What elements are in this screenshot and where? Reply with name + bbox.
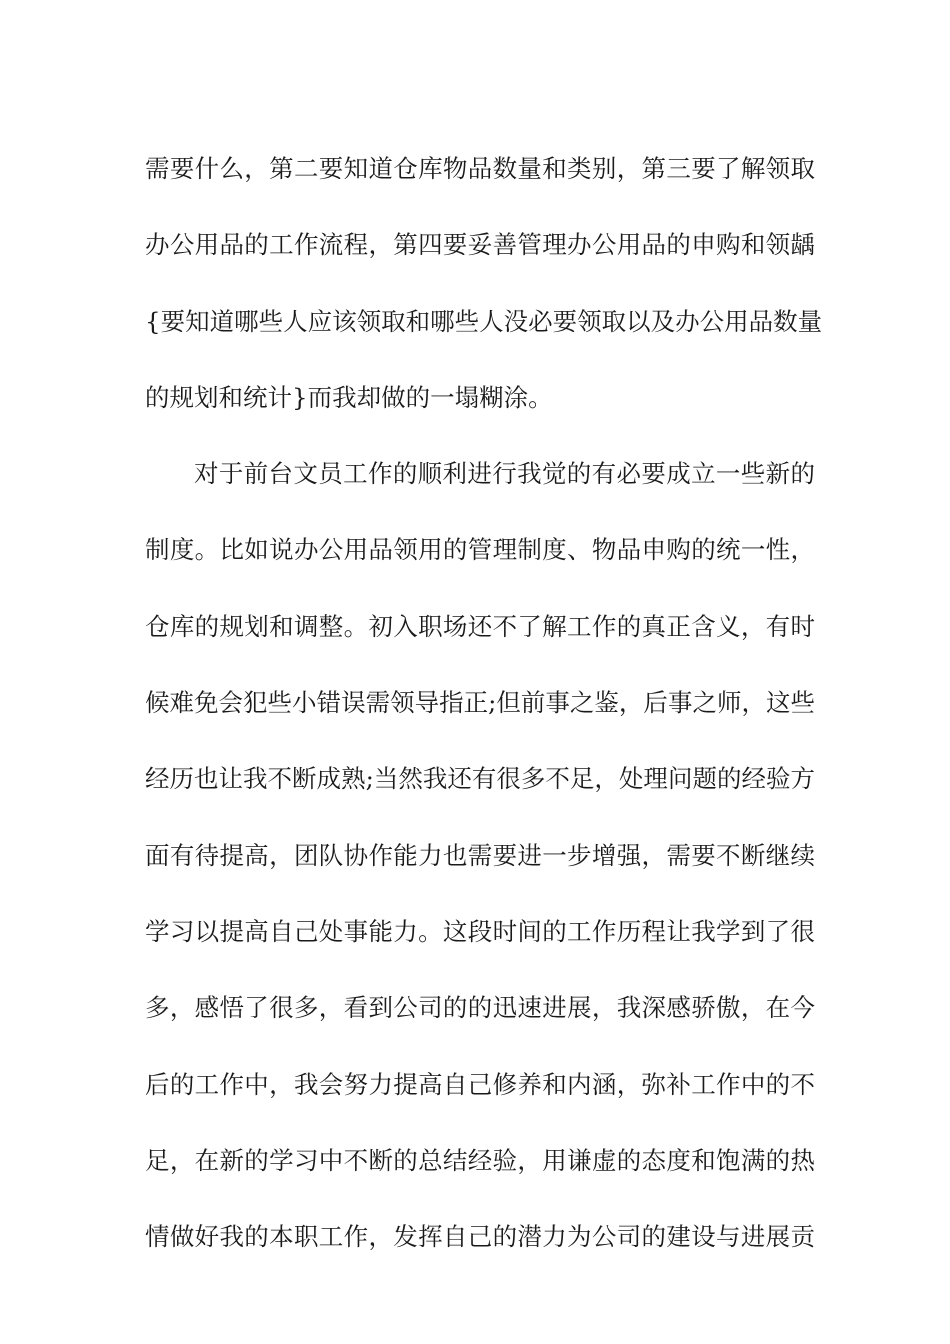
text-line: 学习以提高自己处事能力。这段时间的工作历程让我学到了很 xyxy=(145,916,815,946)
text-line: 面有待提高，团队协作能力也需要进一步增强，需要不断继续 xyxy=(145,840,815,870)
text-line: 经历也让我不断成熟;当然我还有很多不足，处理问题的经验方 xyxy=(145,764,815,794)
text-line: 情做好我的本职工作，发挥自己的潜力为公司的建设与进展贡 xyxy=(145,1222,815,1252)
text-line: 后的工作中，我会努力提高自己修养和内涵，弥补工作中的不 xyxy=(145,1069,815,1099)
text-line: 办公用品的工作流程，第四要妥善管理办公用品的申购和领龋 xyxy=(145,230,815,260)
text-line: 制度。比如说办公用品领用的管理制度、物品申购的统一性， xyxy=(145,535,815,565)
text-line: 需要什么，第二要知道仓库物品数量和类别，第三要了解领取 xyxy=(145,154,815,183)
text-line: {要知道哪些人应该领取和哪些人没必要领取以及办公用品数量 xyxy=(145,306,823,336)
text-line: 多，感悟了很多，看到公司的的迅速进展，我深感骄傲，在今 xyxy=(145,993,815,1023)
text-line: 足，在新的学习中不断的总结经验，用谦虚的态度和饱满的热 xyxy=(145,1145,815,1175)
paragraph-end-line: 的规划和统计}而我却做的一塌糊涂。 xyxy=(145,382,553,412)
body-text xyxy=(145,131,823,1275)
paragraph-first-line: 对于前台文员工作的顺利进行我觉的有必要成立一些新的 xyxy=(194,459,815,489)
text-line: 候难免会犯些小错误需领导指正;但前事之鉴，后事之师，这些 xyxy=(145,688,815,718)
text-line: 仓库的规划和调整。初入职场还不了解工作的真正含义，有时 xyxy=(145,611,815,641)
